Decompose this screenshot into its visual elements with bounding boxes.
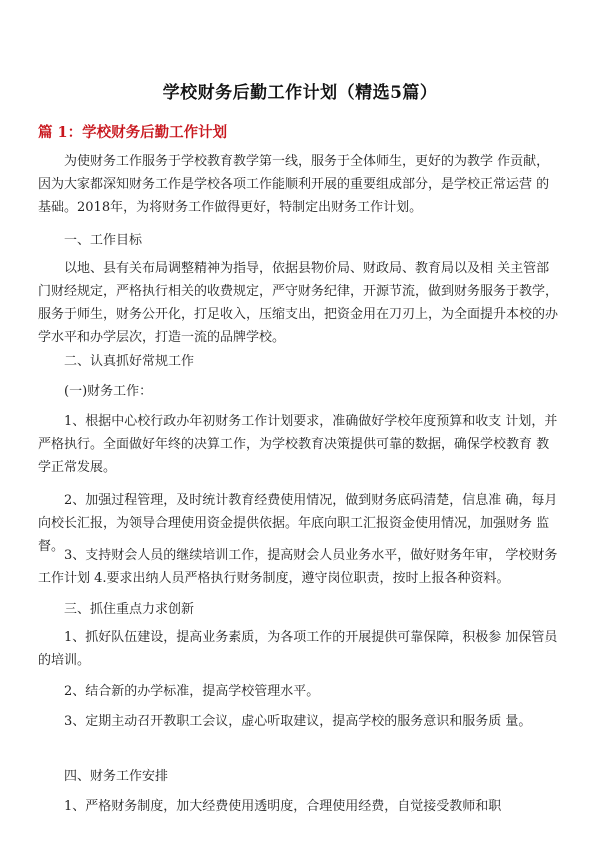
heading-routine-work: 二、认真抓好常规工作: [64, 354, 195, 369]
intro-paragraph: 为使财务工作服务于学校教育教学第一线，服务于全体师生，更好的为教学 作贡献，因为大家都深知财务工作是学校各项工作能顺利开展的重要组成部分，是学校正常运营 的基础。2018年，为将财务工作做得更好，特制定出财务工作计划。: [38, 154, 550, 215]
item-2-paragraph: 2、加强过程管理，及时统计教育经费使用情况，做到财务底码清楚，信息准 确，每月向校长汇报，为领导合理使用资金提供依据。年底向职工汇报资金使用情况，加强财务 监督。: [38, 493, 558, 554]
subheading-finance-work: (一)财务工作：: [64, 384, 153, 399]
arrangement-item-1: 1、严格财务制度，加大经费使用透明度，合理使用经费，自觉接受教师和职: [64, 799, 502, 814]
heading-arrangement: 四、财务工作安排: [64, 769, 169, 784]
innovation-item-2: 2、结合新的办学标准，提高学校管理水平。: [64, 684, 320, 699]
heading-innovation: 三、抓住重点力求创新: [64, 602, 195, 617]
document-title: 学校财务后勤工作计划（精选5篇）: [162, 83, 438, 103]
section-subtitle: 篇 1：学校财务后勤工作计划: [38, 124, 228, 141]
item-3-paragraph: 3、支持财会人员的继续培训工作，提高财会人员业务水平，做好财务年审， 学校财务工作计划 4.要求出纳人员严格执行财务制度，遵守岗位职责，按时上报各种资料。: [38, 548, 558, 586]
item-1-paragraph: 1、根据中心校行政办年初财务工作计划要求，准确做好学校年度预算和收支 计划，并严格执行。全面做好年终的决算工作，为学校教育决策提供可靠的数据，确保学校教育 教学正常发展。: [38, 414, 558, 475]
heading-goals: 一、工作目标: [64, 233, 143, 248]
goals-paragraph: 以地、县有关布局调整精神为指导，依据县物价局、财政局、教育局以及相 关主管部门财经规定，严格执行相关的收费规定，严守财务纪律，开源节流，做到财务服务于教学，服务于师生，财务公开化，打足收入，压缩支出，把资金用在刀刃上，为全面提升本校的办 学水平和办学层次，打造一流的品牌学校。: [38, 261, 559, 345]
innovation-item-1: 1、抓好队伍建设，提高业务素质，为各项工作的开展提供可靠保障，积极参 加保管员的培训。: [38, 630, 558, 668]
innovation-item-3: 3、定期主动召开教职工会议，虚心听取建议，提高学校的服务意识和服务质 量。: [64, 714, 532, 729]
